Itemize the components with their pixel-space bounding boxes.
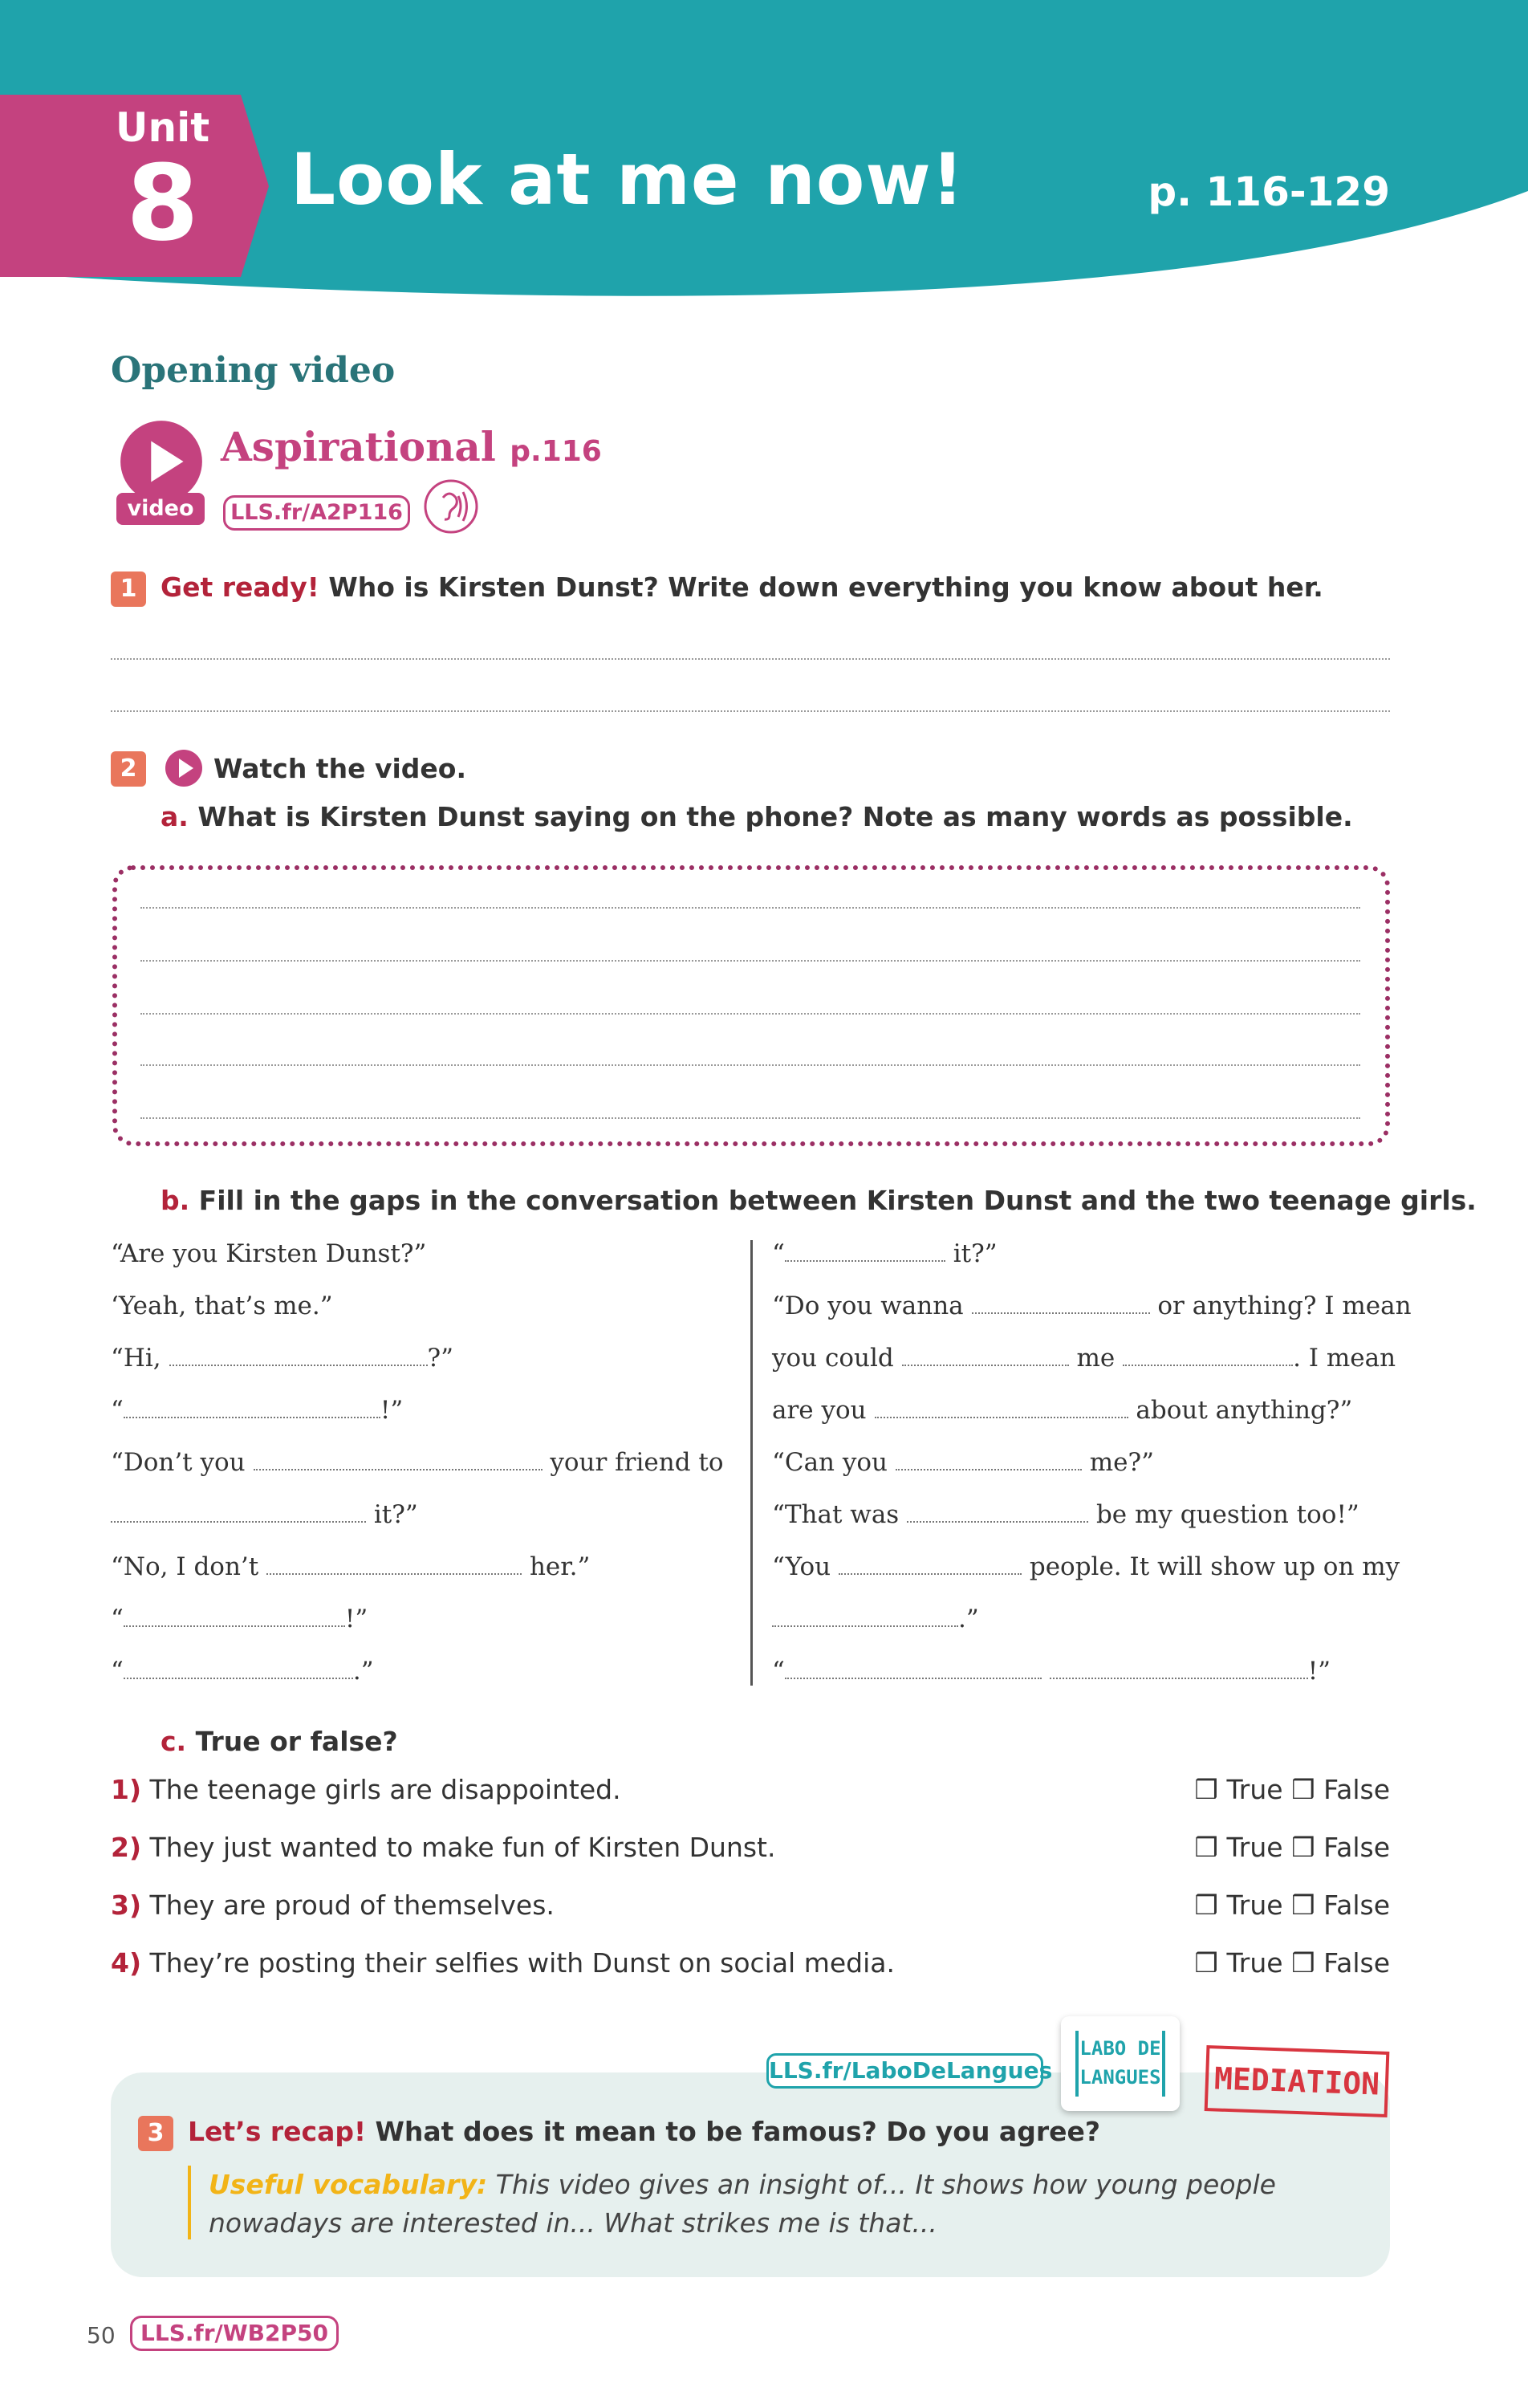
answer-line[interactable] [140,960,1360,962]
gap-field[interactable] [254,1451,543,1470]
dialog-text: . I mean [1293,1344,1396,1373]
dialog-text: “You [772,1552,831,1581]
dialog-text: “ [772,1239,785,1268]
exercise-3-accent: Let’s recap! [188,2116,367,2147]
dialog-line [772,1396,1352,1425]
statement-text: They just wanted to make fun of Kirsten Dunst. [149,1832,776,1863]
exercise-2-instruction: Watch the video. [213,753,466,784]
dialog-line [111,1344,453,1373]
dialog-line [772,1605,979,1633]
gap-field[interactable] [839,1556,1022,1575]
dialog-text: “ [772,1657,785,1686]
workbook-link[interactable]: LLS.fr/WB2P50 [130,2316,339,2351]
exercise-2b-letter: b. [161,1185,190,1216]
exercise-1-accent: Get ready! [161,571,319,603]
exercise-2a-text: What is Kirsten Dunst saying on the phone? Note as many words as possible. [197,801,1353,832]
gap-field[interactable] [785,1243,945,1262]
labo-logo-line: LABO DE [1079,2037,1161,2060]
gap-field[interactable] [772,1608,958,1627]
page-number: 50 [87,2322,116,2349]
gap-field[interactable] [896,1451,1082,1470]
exercise-2c-letter: c. [161,1726,187,1757]
answer-line[interactable] [140,907,1360,909]
dialog-line: ‘Yeah, that’s me.” [111,1291,333,1320]
dialog-text: !” [344,1605,368,1633]
gap-field[interactable] [785,1660,1042,1679]
exercise-2a-letter: a. [161,801,189,832]
dialog-text: !” [1307,1657,1331,1686]
dialog-text: “ [111,1396,124,1425]
answer-line[interactable] [140,1117,1360,1119]
exercise-2b-text: Fill in the gaps in the conversation between Kirsten Dunst and the two teenage girls. [198,1185,1477,1216]
gap-field[interactable] [902,1347,1069,1366]
dialog-text: “Can you [772,1448,888,1477]
dialog-line [111,1448,724,1477]
vocab-label: Useful vocabulary: [209,2169,488,2200]
video-title [221,423,602,470]
statement-text: They are proud of themselves. [149,1889,555,1921]
true-false-checkboxes[interactable]: ❒ True ❒ False [1194,1832,1390,1863]
useful-vocabulary [209,2166,1364,2243]
gap-field[interactable] [124,1608,345,1627]
gap-field[interactable] [124,1660,353,1679]
statement-text: The teenage girls are disappointed. [149,1774,621,1805]
true-false-row [111,1947,1390,1979]
gap-field[interactable] [111,1503,366,1523]
true-false-checkboxes[interactable]: ❒ True ❒ False [1194,1947,1390,1979]
dialog-line [111,1552,590,1581]
labo-de-langues-logo[interactable] [1061,2016,1180,2111]
dialog-text: me?” [1089,1448,1154,1477]
statement-number: 3) [111,1889,142,1921]
gap-field[interactable] [1123,1347,1293,1366]
exercise-3-badge: 3 [138,2116,173,2151]
dialog-text: or anything? I mean [1157,1291,1412,1320]
column-divider [750,1240,753,1686]
true-false-row [111,1774,1390,1805]
dialog-text: .” [352,1657,374,1686]
mediation-stamp: MEDIATION [1205,2045,1390,2117]
gap-field[interactable] [907,1503,1088,1523]
answer-line[interactable] [140,1013,1360,1015]
dialog-line [772,1552,1400,1581]
dialog-line [111,1396,403,1425]
gap-field[interactable] [124,1399,380,1418]
play-video-icon[interactable] [164,748,204,788]
exercise-2b-instruction [161,1185,1477,1216]
dialog-text: it?” [373,1500,418,1529]
dialog-line [111,1657,374,1686]
opening-video-heading: Opening video [111,350,396,391]
statement-number: 2) [111,1832,142,1863]
dialog-text: “That was [772,1500,900,1529]
play-video-icon[interactable] [119,419,204,504]
dialog-text: be my question too!” [1095,1500,1359,1529]
exercise-2c-text: True or false? [195,1726,398,1757]
exercise-2-badge: 2 [111,751,146,787]
exercise-1-badge: 1 [111,571,146,607]
dialog-text: about anything?” [1136,1396,1353,1425]
dialog-text: are you [772,1396,867,1425]
dialog-text: “ [111,1605,124,1633]
exercise-3-text: What does it mean to be famous? Do you agree? [375,2116,1101,2147]
dialog-text: you could [772,1344,894,1373]
true-false-row [111,1889,1390,1921]
exercise-2a-instruction [161,801,1353,832]
answer-line[interactable] [111,710,1390,712]
video-title-text: Aspirational [221,423,496,470]
dialog-text: .” [958,1605,979,1633]
video-tag: video [116,493,205,525]
dialog-text: !” [380,1396,404,1425]
gap-field[interactable] [1050,1660,1308,1679]
dialog-text: “No, I don’t [111,1552,259,1581]
dialog-line [111,1605,368,1633]
dialog-line [772,1448,1154,1477]
labo-de-langues-link[interactable]: LLS.fr/LaboDeLangues [766,2053,1043,2089]
true-false-checkboxes[interactable]: ❒ True ❒ False [1194,1774,1390,1805]
dialog-line [772,1500,1359,1529]
dialog-text: me [1076,1344,1116,1373]
gap-field[interactable] [972,1295,1150,1314]
vocab-text: This video gives an insight of... It shows how young people nowadays are interested in... What strikes me is that... [209,2169,1276,2239]
unit-pages: p. 116-129 [1148,169,1390,215]
unit-number: 8 [126,142,199,264]
dialog-text: it?” [953,1239,998,1268]
true-false-checkboxes[interactable]: ❒ True ❒ False [1194,1889,1390,1921]
video-link[interactable]: LLS.fr/A2P116 [223,495,410,531]
dialog-text: people. It will show up on my [1029,1552,1400,1581]
dialog-text: “Hi, [111,1344,161,1373]
statement-text: They’re posting their selfies with Dunst on social media. [149,1947,895,1979]
video-page-ref: p.116 [510,435,602,468]
dialog-line [772,1344,1396,1373]
dialog-line [772,1291,1412,1320]
dialog-text: “Do you wanna [772,1291,964,1320]
unit-title: Look at me now! [291,138,965,221]
exercise-1-text: Who is Kirsten Dunst? Write down everything you know about her. [328,571,1323,603]
answer-line[interactable] [111,658,1390,660]
gap-field[interactable] [266,1556,522,1575]
dialog-line: “Are you Kirsten Dunst?” [111,1239,427,1268]
dialog-text: “Don’t you [111,1448,246,1477]
gap-field[interactable] [169,1347,428,1366]
dialog-line [111,1500,418,1529]
statement-number: 1) [111,1774,142,1805]
exercise-1-instruction [161,571,1323,603]
audio-ear-icon[interactable] [423,478,479,535]
statement-number: 4) [111,1947,142,1979]
dialog-line [772,1239,998,1268]
exercise-2c-instruction [161,1726,398,1757]
exercise-3-instruction [188,2116,1100,2147]
gap-field[interactable] [875,1399,1128,1418]
dialog-text: your friend to [550,1448,724,1477]
dialog-text: her.” [529,1552,591,1581]
vocab-accent-bar [188,2166,191,2239]
dialog-text: ?” [427,1344,453,1373]
answer-line[interactable] [140,1064,1360,1066]
dialog-text: “ [111,1657,124,1686]
unit-label: Unit [115,104,210,151]
true-false-row [111,1832,1390,1863]
labo-logo-line: LANGUES [1079,2066,1161,2089]
dialog-line [772,1657,1331,1686]
